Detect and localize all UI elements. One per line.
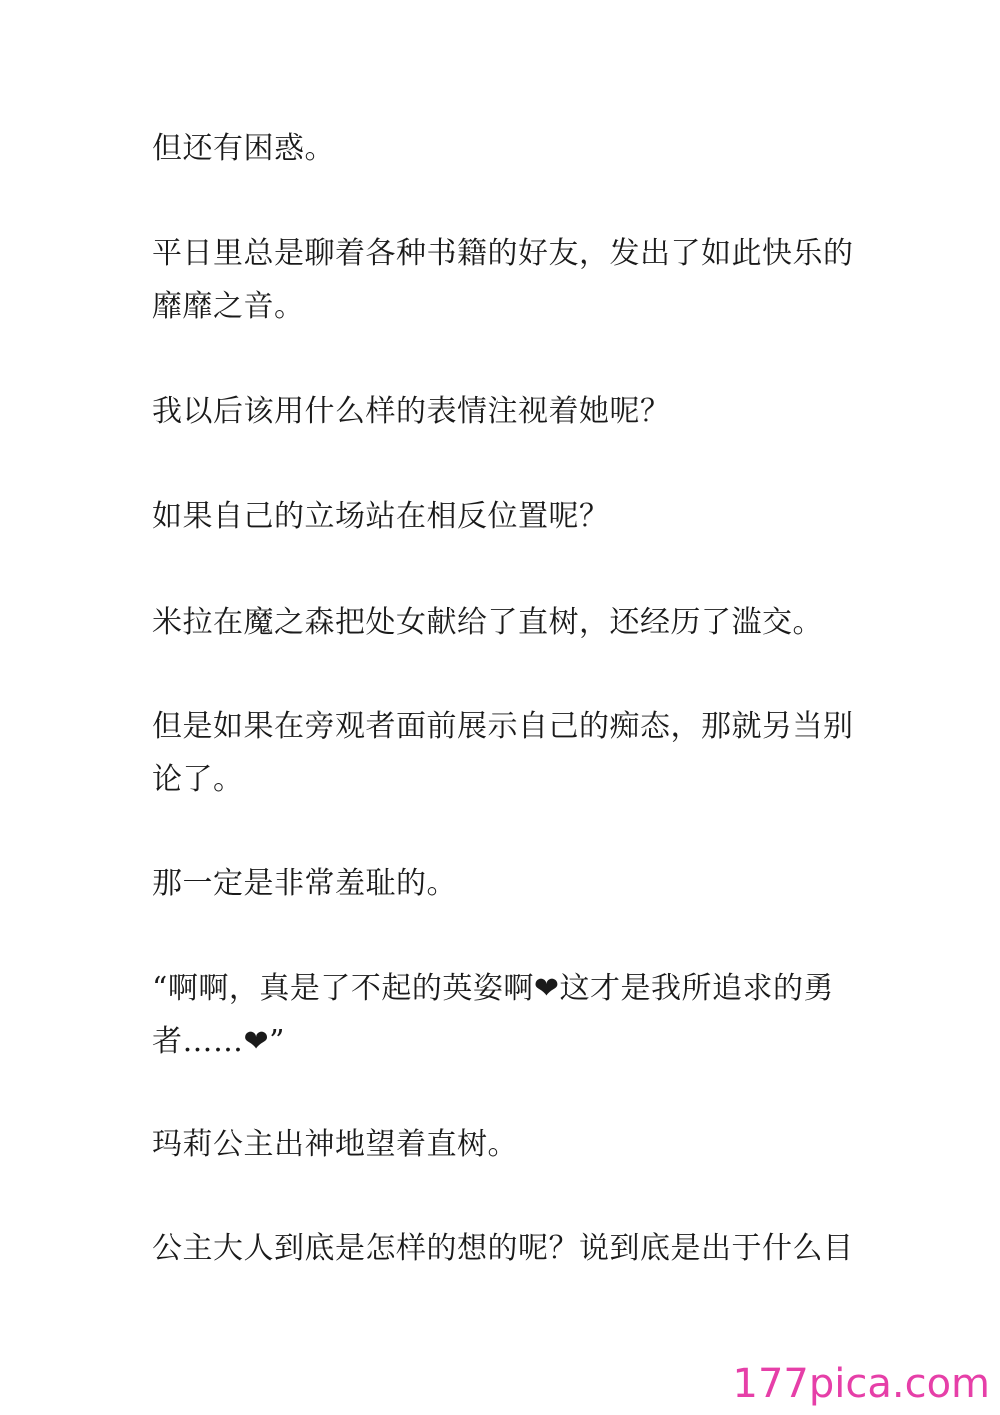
watermark-text: 177pica.com [732,1361,990,1407]
paragraph: 如果自己的立场站在相反位置呢？ [152,499,610,534]
paragraph: 那一定是非常羞耻的。 [152,866,457,901]
paragraph: 玛莉公主出神地望着直树。 [152,1127,518,1162]
paragraph: 公主大人到底是怎样的想的呢？说到底是出于什么目 [152,1231,854,1266]
paragraph: 米拉在魔之森把处女献给了直树，还经历了滥交。 [152,605,823,640]
paragraph: 但还有困惑。 [152,131,335,166]
paragraph: 我以后该用什么样的表情注视着她呢？ [152,394,671,429]
paragraph: 但是如果在旁观者面前展示自己的痴态，那就另当别论了。 [152,709,854,797]
paragraph: 平日里总是聊着各种书籍的好友，发出了如此快乐的靡靡之音。 [152,236,854,324]
paragraph: “啊啊，真是了不起的英姿啊❤这才是我所追求的勇者……❤” [152,971,834,1059]
